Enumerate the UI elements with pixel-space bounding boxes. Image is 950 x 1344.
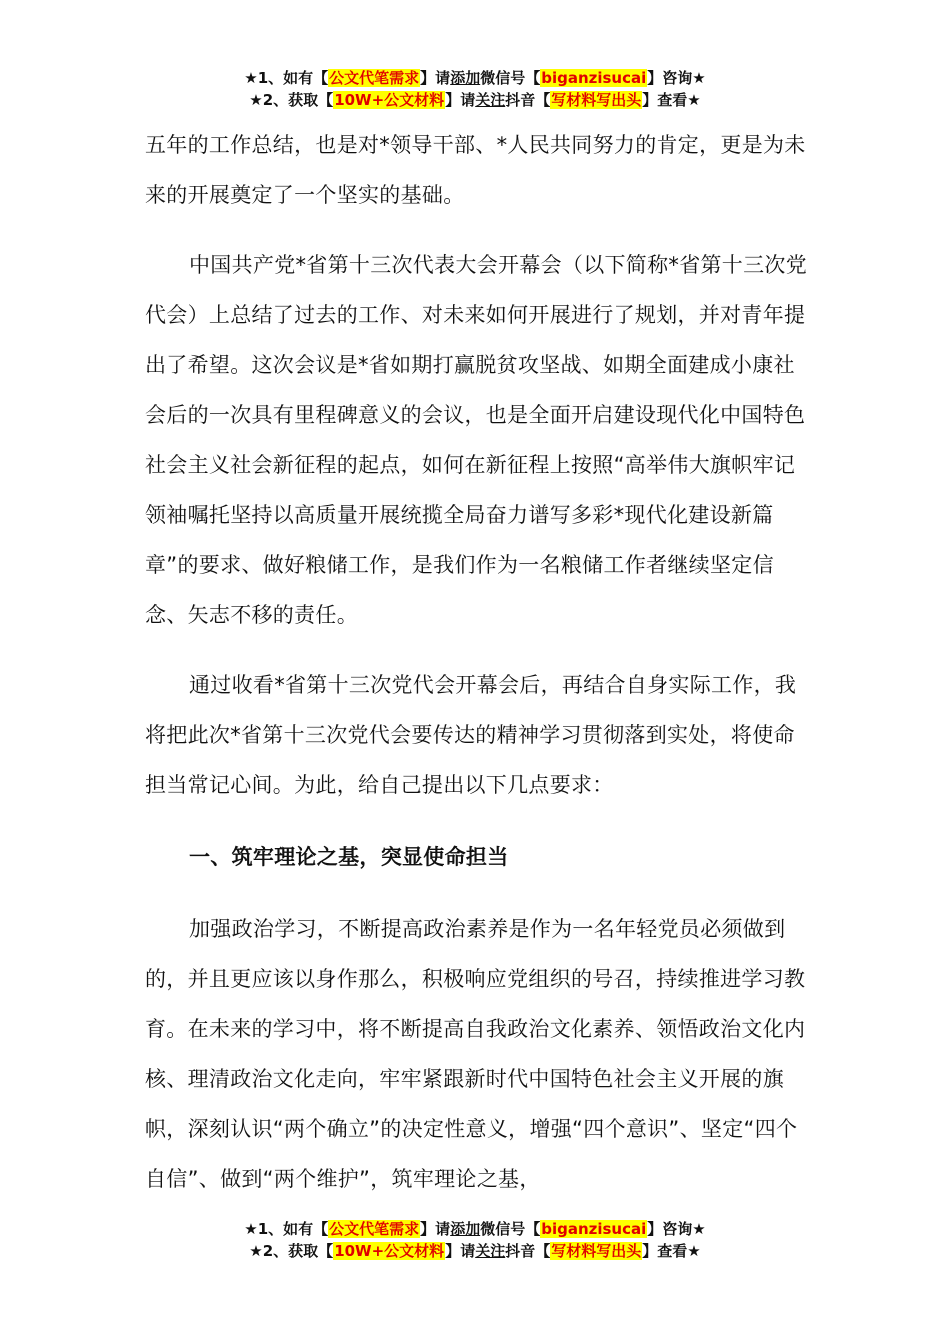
banner-line-1: ★1、如有【公文代笔需求】请添加微信号【biganzisucai】咨询★ <box>244 69 706 87</box>
highlight-materials: 10W+公文材料 <box>334 91 445 109</box>
banner-line-2: ★2、获取【10W+公文材料】请关注抖音【写材料写出头】查看★ <box>249 91 701 109</box>
paragraph: 五年的工作总结，也是对*领导干部、*人民共同努力的肯定，更是为未来的开展奠定了一个坚实的基础。 <box>145 133 806 207</box>
paragraph: 中国共产党*省第十三次代表大会开幕会（以下简称*省第十三次党代会）上总结了过去的工作、对未来如何开展进行了规划，并对青年提出了希望。这次会议是*省如期打赢脱贫攻坚战、如期全面建成小康社会后的一次具有里程碑意义的会议，也是全面开启建设现代化中国特色社会主义社会新征程的起点，如何在新征程上按照“高举伟大旗帜牢记领袖嘱托坚持以高质量开展统揽全局奋力谱写多彩*现代化建设新篇章”的要求、做好粮储工作，是我们作为一名粮储工作者继续坚定信念、矢志不移的责任。 <box>145 253 807 627</box>
paragraph: 加强政治学习，不断提高政治素养是作为一名年轻党员必须做到的，并且更应该以身作那么，积极响应党组织的号召，持续推进学习教育。在未来的学习中，将不断提高自我政治文化素养、领悟政治文化内核、理清政治文化走向，牢牢紧跟新时代中国特色社会主义开展的旗帜，深刻认识“两个确立”的决定性意义，增强“四个意识”、坚定“四个自信”、做到“两个维护”，筑牢理论之基， <box>145 917 806 1191</box>
document-body <box>145 120 813 1204</box>
highlight-wechat-id: biganzisucai <box>541 69 647 87</box>
highlight-douyin-account: 写材料写出头 <box>551 91 642 109</box>
banner-line-2: ★2、获取【10W+公文材料】请关注抖音【写材料写出头】查看★ <box>249 1242 701 1260</box>
section-heading: 一、筑牢理论之基，突显使命担当 <box>189 845 509 869</box>
highlight-ghostwriting: 公文代笔需求 <box>329 69 420 87</box>
footer-banner <box>0 1218 950 1262</box>
paragraph: 通过收看*省第十三次党代会开幕会后，再结合自身实际工作，我将把此次*省第十三次党代会要传达的精神学习贯彻落到实处，将使命担当常记心间。为此，给自己提出以下几点要求： <box>145 673 797 797</box>
highlight-materials: 10W+公文材料 <box>334 1242 445 1260</box>
banner-line-1: ★1、如有【公文代笔需求】请添加微信号【biganzisucai】咨询★ <box>244 1220 706 1238</box>
highlight-douyin-account: 写材料写出头 <box>551 1242 642 1260</box>
highlight-wechat-id: biganzisucai <box>541 1220 647 1238</box>
header-banner <box>0 67 950 111</box>
highlight-ghostwriting: 公文代笔需求 <box>329 1220 420 1238</box>
